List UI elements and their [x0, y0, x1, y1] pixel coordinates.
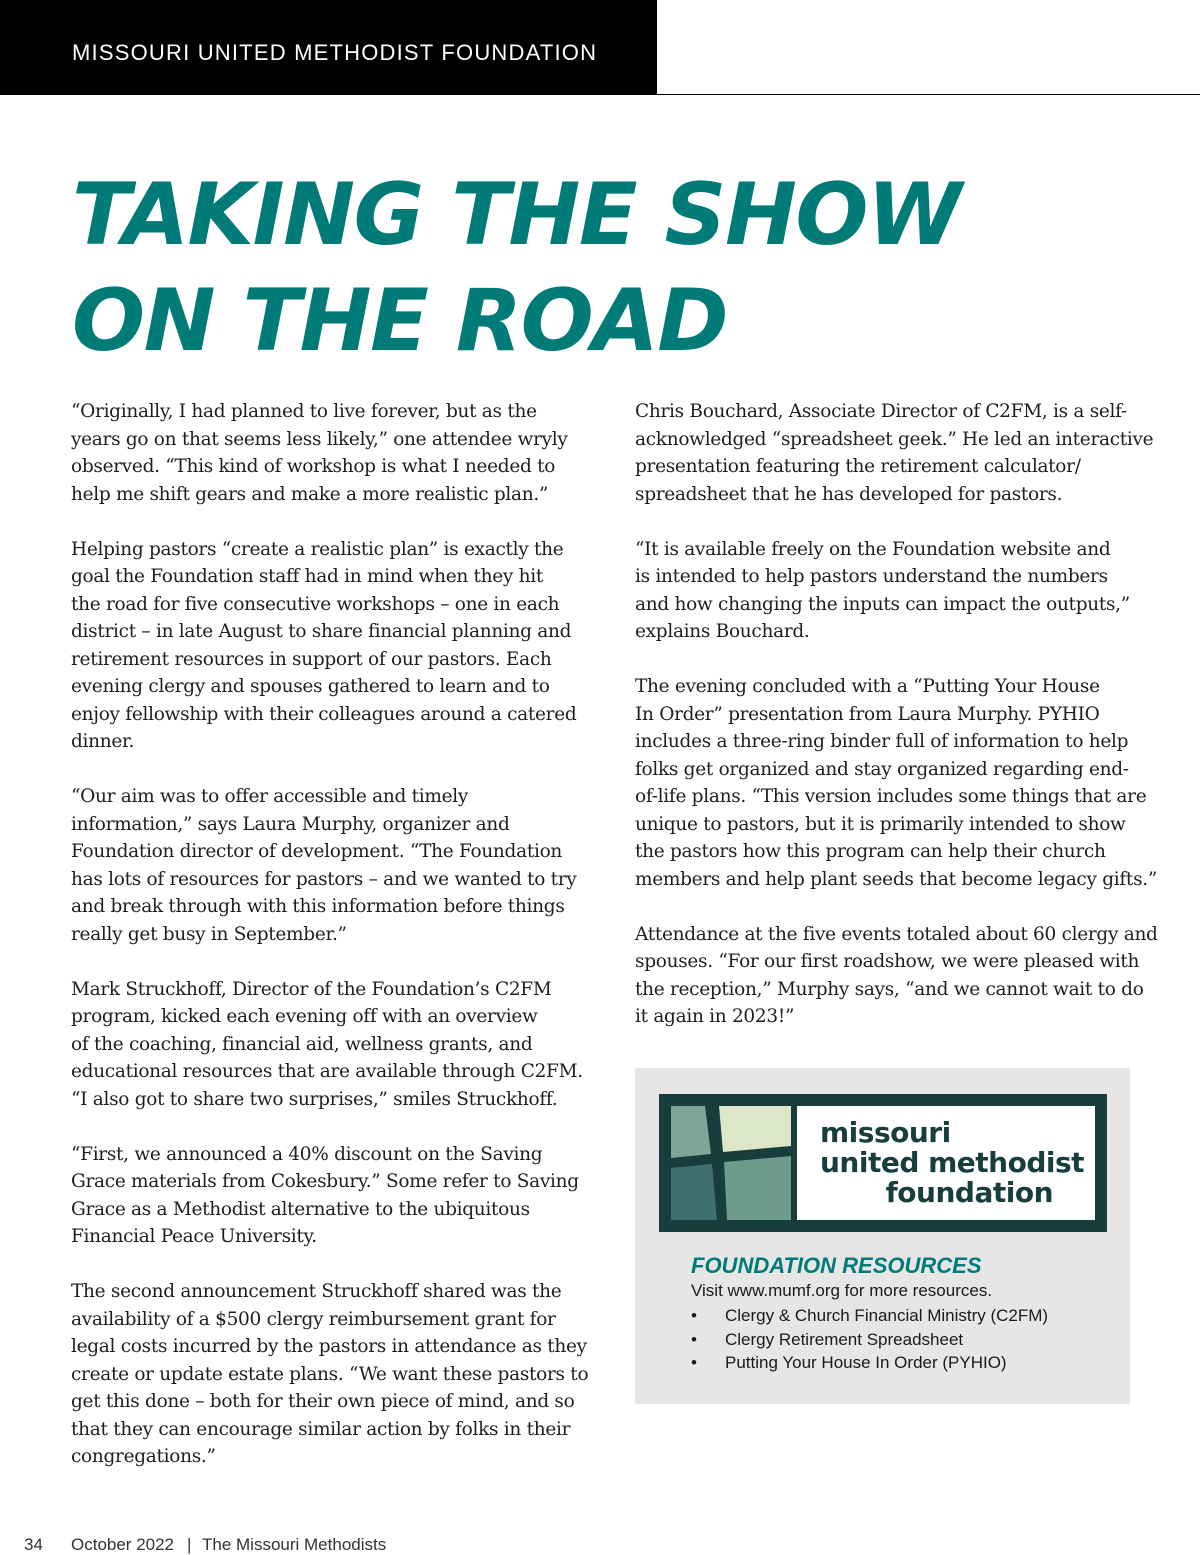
article-title — [72, 162, 960, 374]
paragraph-line: “I also got to share two surprises,” smiles Struckhoff. — [71, 1088, 558, 1110]
paragraph-line: includes a three-ring binder full of information to help — [635, 731, 1129, 752]
paragraph-line: of-life plans. “This version includes some things that are — [635, 786, 1147, 807]
paragraph-line: Mark Struckhoff, Director of the Foundation’s C2FM — [71, 978, 552, 1000]
paragraph-line: spreadsheet that he has developed for pastors. — [635, 483, 1063, 505]
article-paragraph — [71, 1141, 579, 1251]
paragraph-line: educational resources that are available through C2FM. — [71, 1061, 583, 1082]
paragraph-line: the pastors how this program can help their church — [635, 841, 1106, 862]
paragraph-line: Chris Bouchard, Associate Director of C2FM, is a self- — [635, 401, 1127, 422]
article-paragraph — [635, 398, 1154, 508]
paragraph-line: congregations.” — [71, 1446, 216, 1467]
paragraph-line: evening clergy and spouses gathered to learn and to — [71, 676, 550, 697]
paragraph-line: explains Bouchard. — [635, 621, 810, 642]
paragraph-line: availability of a $500 clergy reimbursement grant for — [71, 1308, 556, 1330]
page-number: 34 — [24, 1535, 43, 1554]
resources-heading: FOUNDATION RESOURCES — [691, 1253, 982, 1278]
logo-text-line: foundation — [885, 1176, 1053, 1209]
footer-separator: | — [187, 1535, 192, 1554]
footer-date: October 2022 — [71, 1535, 175, 1554]
paragraph-line: The evening concluded with a “Putting Your House — [635, 676, 1100, 697]
paragraph-line: enjoy fellowship with their colleagues around a catered — [71, 703, 577, 725]
paragraph-line: years go on that seems less likely,” one attendee wryly — [71, 428, 568, 450]
footer-publication: The Missouri Methodists — [202, 1535, 387, 1554]
article-paragraph — [635, 921, 1158, 1031]
paragraph-line: that they can encourage similar action by folks in their — [71, 1418, 571, 1440]
section-header-text: MISSOURI UNITED METHODIST FOUNDATION — [72, 40, 598, 65]
header-rule — [657, 94, 1200, 95]
resource-list-item: • Putting Your House In Order (PYHIO) — [691, 1351, 1048, 1375]
paragraph-line: observed. “This kind of workshop is what I needed to — [71, 456, 556, 477]
article-paragraph — [635, 673, 1157, 893]
logo-text-line: united methodist — [820, 1146, 1085, 1179]
foundation-logo-wordmark — [797, 1106, 1095, 1220]
article-paragraph — [635, 536, 1140, 646]
paragraph-line: it again in 2023!” — [635, 1006, 795, 1027]
paragraph-line: program, kicked each evening off with an overview — [71, 1006, 538, 1027]
resource-list-item: • Clergy & Church Financial Ministry (C2FM) — [691, 1304, 1048, 1328]
foundation-resources-box — [635, 1068, 1130, 1404]
paragraph-line: get this done – both for their own piece of mind, and so — [71, 1391, 575, 1412]
paragraph-line: the reception,” Murphy says, “and we cannot wait to do — [635, 978, 1144, 1000]
paragraph-line: spouses. “For our first roadshow, we were pleased with — [635, 951, 1140, 972]
article-paragraph — [71, 398, 571, 508]
resources-intro: Visit www.mumf.org for more resources. — [691, 1281, 993, 1300]
paragraph-line: really get busy in September.” — [71, 923, 347, 945]
paragraph-line: The second announcement Struckhoff shared was the — [71, 1281, 562, 1302]
article-column-right — [635, 398, 1158, 1058]
foundation-logo — [659, 1094, 1107, 1232]
paragraph-line: Financial Peace University. — [71, 1226, 317, 1247]
paragraph-line: and break through with this information before things — [71, 896, 565, 917]
article-paragraph — [71, 976, 583, 1114]
paragraph-line: folks get organized and stay organized regarding end- — [635, 758, 1129, 780]
paragraph-line: Foundation director of development. “The Foundation — [71, 841, 563, 862]
paragraph-line: acknowledged “spreadsheet geek.” He led an interactive — [635, 428, 1154, 450]
paragraph-line: and how changing the inputs can impact the outputs,” — [635, 593, 1130, 615]
foundation-logo-mark-icon — [671, 1106, 791, 1220]
paragraph-line: Helping pastors “create a realistic plan” is exactly the — [71, 538, 564, 560]
paragraph-line: help me shift gears and make a more realistic plan.” — [71, 483, 549, 505]
logo-text-line: missouri — [820, 1116, 951, 1149]
paragraph-line: “Our aim was to offer accessible and timely — [71, 786, 469, 807]
paragraph-line: members and help plant seeds that become legacy gifts.” — [635, 868, 1157, 890]
paragraph-line: unique to pastors, but it is primarily intended to show — [635, 813, 1126, 835]
paragraph-line: district – in late August to share financial planning and — [71, 621, 572, 642]
paragraph-line: dinner. — [71, 731, 135, 752]
paragraph-line: create or update estate plans. “We want these pastors to — [71, 1363, 589, 1385]
paragraph-line: Grace materials from Cokesbury.” Some refer to Saving — [71, 1171, 579, 1192]
paragraph-line: “First, we announced a 40% discount on the Saving — [71, 1143, 543, 1165]
article-title-line: ON THE ROAD — [72, 271, 728, 371]
resources-list — [691, 1304, 1048, 1375]
paragraph-line: “Originally, I had planned to live forever, but as the — [71, 401, 537, 422]
article-paragraph — [71, 536, 577, 756]
paragraph-line: legal costs incurred by the pastors in attendance as they — [71, 1336, 587, 1357]
paragraph-line: the road for five consecutive workshops – one in each — [71, 593, 560, 615]
paragraph-line: information,” says Laura Murphy, organizer and — [71, 813, 510, 835]
paragraph-line: retirement resources in support of our pastors. Each — [71, 648, 552, 670]
article-paragraph — [71, 1278, 589, 1471]
paragraph-line: Grace as a Methodist alternative to the ubiquitous — [71, 1198, 530, 1220]
paragraph-line: goal the Foundation staff had in mind when they hit — [71, 566, 544, 587]
paragraph-line: presentation featuring the retirement calculator/ — [635, 456, 1081, 477]
article-column-left — [71, 398, 589, 1498]
paragraph-line: Attendance at the five events totaled about 60 clergy and — [635, 923, 1158, 945]
article-title-line: TAKING THE SHOW — [72, 165, 961, 265]
resource-list-item: • Clergy Retirement Spreadsheet — [691, 1328, 1048, 1352]
paragraph-line: is intended to help pastors understand the numbers — [635, 566, 1108, 587]
article-paragraph — [71, 783, 577, 948]
paragraph-line: “It is available freely on the Foundation website and — [635, 538, 1111, 560]
paragraph-line: has lots of resources for pastors – and we wanted to try — [71, 868, 577, 890]
paragraph-line: In Order” presentation from Laura Murphy. PYHIO — [635, 703, 1100, 725]
paragraph-line: of the coaching, financial aid, wellness grants, and — [71, 1033, 533, 1055]
